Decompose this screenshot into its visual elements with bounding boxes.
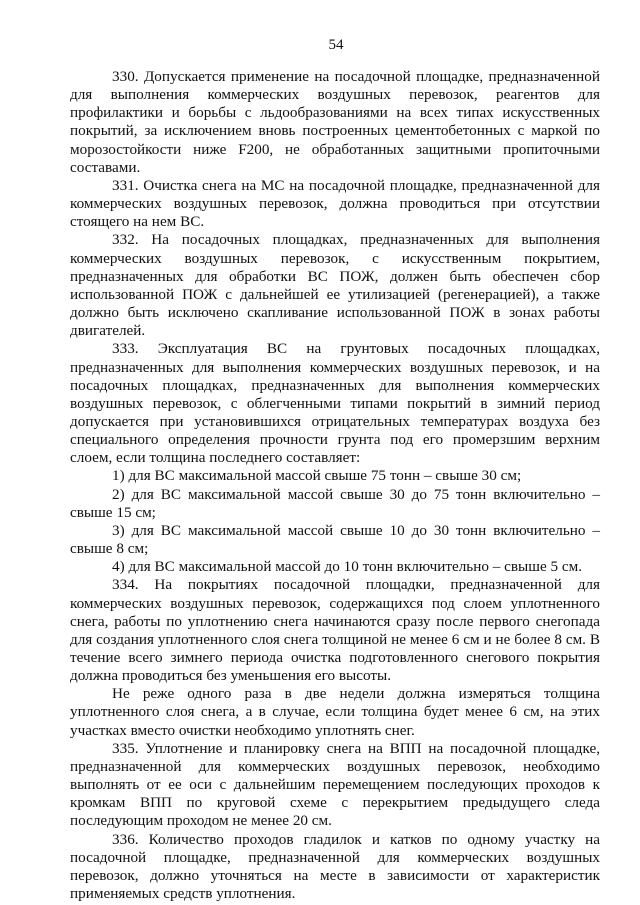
list-item-333-3: 3) для ВС максимальной массой свыше 10 до 30 тонн включительно – свыше 8 см; [70,521,600,558]
paragraph-330: 330. Допускается применение на посадочной площадке, предназначенной для выполнения коммерческих воздушных перевозок, реагентов для профилактики и борьбы с льдообразованиями на всех типах искусственных покрытий, за исключением вновь построенных цементобетонных с маркой по морозостойкости ниже F200, не обработанных защитными пропиточными составами. [70,68,600,176]
paragraph-334-continued: Не реже одного раза в две недели должна измеряться толщина уплотненного слоя снега, а в случае, если толщина будет менее 6 см, на этих участках вместо очистки необходимо уплотнять снег. [70,685,600,739]
paragraph-336: 336. Количество проходов гладилок и катков по одному участку на посадочной площадке, предназначенной для коммерческих воздушных перевозок, должно уточняться на месте в зависимости от характеристик применяемых средств уплотнения. [70,830,600,903]
paragraph-332: 332. На посадочных площадках, предназначенных для выполнения коммерческих воздушных перевозок, с искусственным покрытием, предназначенных для обработки ВС ПОЖ, должен быть обеспечен сбор использованной ПОЖ с дальнейшей ее утилизацией (регенерацией), а также должно быть исключено скапливание использованной ПОЖ в зонах работы двигателей. [70,231,600,340]
list-item-333-2: 2) для ВС максимальной массой свыше 30 до 75 тонн включительно – свыше 15 см; [70,485,600,521]
paragraph-331: 331. Очистка снега на МС на посадочной площадке, предназначенной для коммерческих воздушных перевозок, должна проводиться при отсутствии стоящего на нем ВС. [70,176,600,231]
paragraph-334: 334. На покрытиях посадочной площадки, предназначенной для коммерческих воздушных перевозок, содержащихся под слоем уплотненного снега, работы по уплотнению снега начинаются сразу после первого снегопада для создания уплотненного слоя снега толщиной не менее 6 см и не более 8 см. В течение всего зимнего периода очистка подготовленного снегового покрытия должна проводиться без уменьшения его высоты. [70,576,600,685]
paragraph-335: 335. Уплотнение и планировку снега на ВПП на посадочной площадке, предназначенной для коммерческих воздушных перевозок, необходимо выполнять от ее оси с дальнейшим перемещением последующих проходов к кромкам ВПП по круговой схеме с перекрытием предыдущего следа последующим проходом не менее 20 см. [70,739,600,830]
list-item-333-4: 4) для ВС максимальной массой до 10 тонн включительно – свыше 5 см. [112,558,583,576]
list-item-333-1: 1) для ВС максимальной массой свыше 75 тонн – свыше 30 см; [112,467,522,485]
page-number: 54 [328,37,344,53]
paragraph-333: 333. Эксплуатация ВС на грунтовых посадочных площадках, предназначенных для выполнения коммерческих воздушных перевозок, и на посадочных площадках, предназначенных для выполнения коммерческих воздушных перевозок, с облегченными типами покрытий в зимний период допускается при установившихся отрицательных температурах воздуха без специального определения прочности грунта под его промерзшим верхним слоем, если толщина последнего составляет: [70,340,600,467]
